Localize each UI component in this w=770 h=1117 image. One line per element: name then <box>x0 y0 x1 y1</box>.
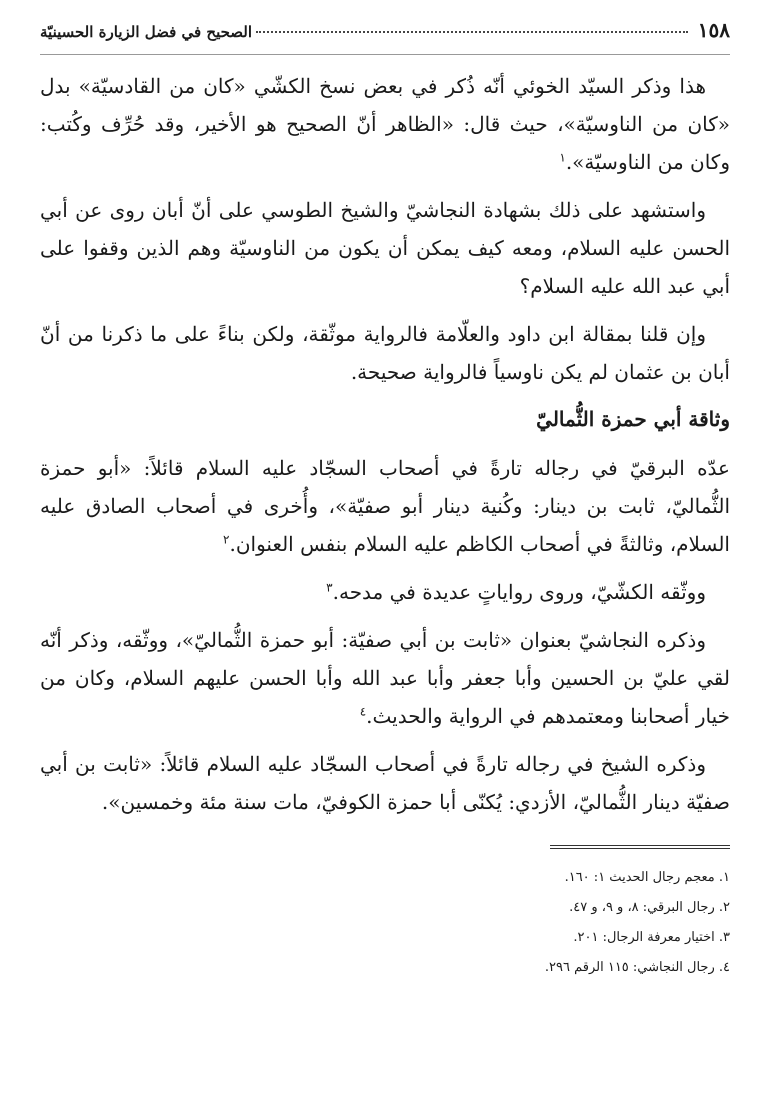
footnote-2: ٢. رجال البرقي: ٨، و ٩، و ٤٧. <box>569 900 730 915</box>
footnote-ref[interactable]: ٣ <box>326 580 333 595</box>
header-rule <box>40 54 730 55</box>
paragraph: وذكره النجاشيّ بعنوان «ثابت بن أبي صفيّة: أبو حمزة الثُّماليّ»، ووثّقه، وذكر أنّه لقي عليّ بن الحسين وأبا جعفر وأبا عبد الله وأبا الحسن عليهم السلام، وكان من خيار أصحابنا ومعتمدهم في الرواية والحديث.$^٤$ <box>40 628 730 728</box>
footnote-ref[interactable]: ٢ <box>223 532 230 547</box>
paragraph: وإن قلنا بمقالة ابن داود والعلّامة فالرواية موثّقة، ولكن بناءً على ما ذكرنا من أنّ أبان بن عثمان لم يكن ناوسياً فالرواية صحيحة. <box>40 322 730 384</box>
paragraph: وذكره الشيخ في رجاله تارةً في أصحاب السجّاد عليه السلام قائلاً: «ثابت بن أبي صفيّة دينار الثُّماليّ، الأزدي: يُكنّى أبا حمزة الكوفيّ، مات سنة مئة وخمسين». <box>40 752 730 814</box>
running-title: الصحيح في فضل الزيارة الحسينيّة <box>40 23 253 41</box>
footnote-3: ٣. اختيار معرفة الرجال: ٢٠١. <box>573 930 730 945</box>
footnote-4: ٤. رجال النجاشي: ١١٥ الرقم ٢٩٦. <box>544 960 730 975</box>
footnotes <box>40 863 730 983</box>
leader-dots <box>256 31 688 33</box>
page-number: ١٥٨ <box>697 18 730 42</box>
paragraph: ووثّقه الكشّيّ، وروى رواياتٍ عديدة في مدحه.$^٣$ <box>326 580 706 604</box>
footnote-1: ١. معجم رجال الحديث ١: ١٦٠. <box>564 870 730 885</box>
book-page <box>40 18 730 1098</box>
footnote-ref[interactable]: ٤ <box>359 704 367 719</box>
section-heading: وثاقة أبي حمزة الثُّماليّ <box>536 407 730 431</box>
body-text <box>40 67 730 821</box>
footnote-separator <box>550 845 730 849</box>
running-head <box>40 18 730 52</box>
paragraph: واستشهد على ذلك بشهادة النجاشيّ والشيخ الطوسي على أنّ أبان روى عن أبي الحسن عليه السلام، ومعه كيف يمكن أن يكون من الناوسيّة وهم الذين وقفوا على أبي عبد الله عليه السلام؟ <box>40 198 730 298</box>
paragraph: عدّه البرقيّ في رجاله تارةً في أصحاب السجّاد عليه السلام قائلاً: «أبو حمزة الثُّماليّ، ثابت بن دينار: وكُنية دينار أبو صفيّة»، وأُخرى في أصحاب الصادق عليه السلام، وثالثةً في أصحاب الكاظم عليه السلام بنفس العنوان.$^٢$ <box>40 456 730 556</box>
paragraph: هذا وذكر السيّد الخوئي أنّه ذُكر في بعض نسخ الكشّي «كان من القادسيّة» بدل «كان من الناوسيّة»، حيث قال: «الظاهر أنّ الصحيح هو الأخير، وقد حُرِّف وكُتب: وكان من الناوسيّة».$^١$ <box>40 74 730 174</box>
footnote-ref[interactable]: ١ <box>559 150 566 165</box>
